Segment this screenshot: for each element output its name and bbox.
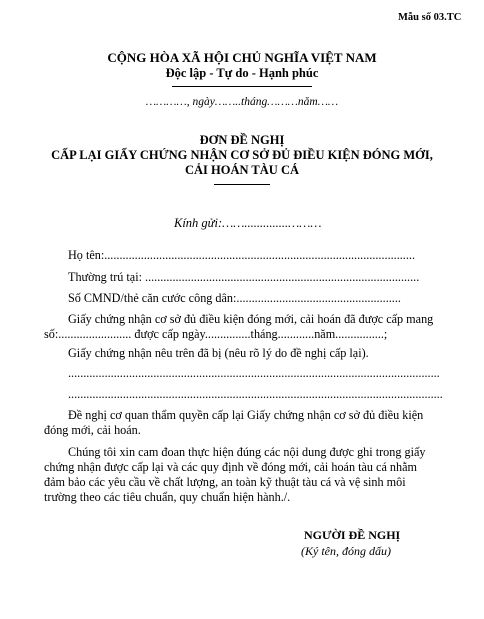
form-title: ĐƠN ĐỀ NGHỊ [199, 133, 285, 147]
recipient-line: Kính gửi:……..............……… [174, 216, 322, 230]
reason-dots-1: .......................................................................................................................... [68, 366, 440, 380]
form-code: Mẫu số 03.TC [398, 12, 462, 23]
form-subtitle: CẤP LẠI GIẤY CHỨNG NHẬN CƠ SỞ ĐỦ ĐIỀU KIỆN ĐÓNG MỚI, [51, 148, 433, 162]
residence-field: Thường trú tại: .......................................................................................... [68, 270, 420, 284]
commitment-line-4: trường theo các tiêu chuẩn, quy chuẩn hiện hành./. [44, 490, 291, 504]
certificate-line-2: số:........................ được cấp ngày...............tháng............năm................; [44, 327, 388, 341]
request-line-2: đóng mới, cải hoán. [44, 423, 141, 437]
national-title: CỘNG HÒA XÃ HỘI CHỦ NGHĨA VIỆT NAM [107, 50, 377, 65]
id-card-field: Số CMND/thẻ căn cước công dân:...................................................... [68, 291, 401, 305]
reason-label: Giấy chứng nhận nêu trên đã bị (nêu rõ lý do đề nghị cấp lại). [68, 346, 369, 360]
name-field: Họ tên:...................................................................................................... [68, 248, 415, 262]
commitment-line-3: đảm bảo các yêu cầu về chất lượng, an toàn kỹ thuật tàu cá và vệ sinh môi [44, 475, 406, 489]
place-date: …………, ngày……..tháng………năm…… [145, 96, 339, 108]
commitment-line-1: Chúng tôi xin cam đoan thực hiện đúng các nội dung được ghi trong giấy [68, 445, 426, 459]
certificate-line-1: Giấy chứng nhận cơ sở đủ điều kiện đóng mới, cải hoán đã được cấp mang [68, 312, 434, 326]
motto-underline [172, 86, 312, 87]
reason-dots-2: ........................................................................................................................... [68, 387, 443, 401]
title-underline [214, 184, 270, 185]
signature-title: NGƯỜI ĐỀ NGHỊ [304, 528, 401, 542]
request-line-1: Đề nghị cơ quan thẩm quyền cấp lại Giấy chứng nhận cơ sở đủ điều kiện [68, 408, 424, 422]
signature-note: (Ký tên, đóng dấu) [301, 544, 391, 558]
motto: Độc lập - Tự do - Hạnh phúc [165, 66, 319, 80]
commitment-line-2: chứng nhận được cấp lại và các quy định về đóng mới, cải hoán tàu cá nhằm [44, 460, 417, 474]
form-subtitle-2: CẢI HOÁN TÀU CÁ [184, 163, 299, 177]
